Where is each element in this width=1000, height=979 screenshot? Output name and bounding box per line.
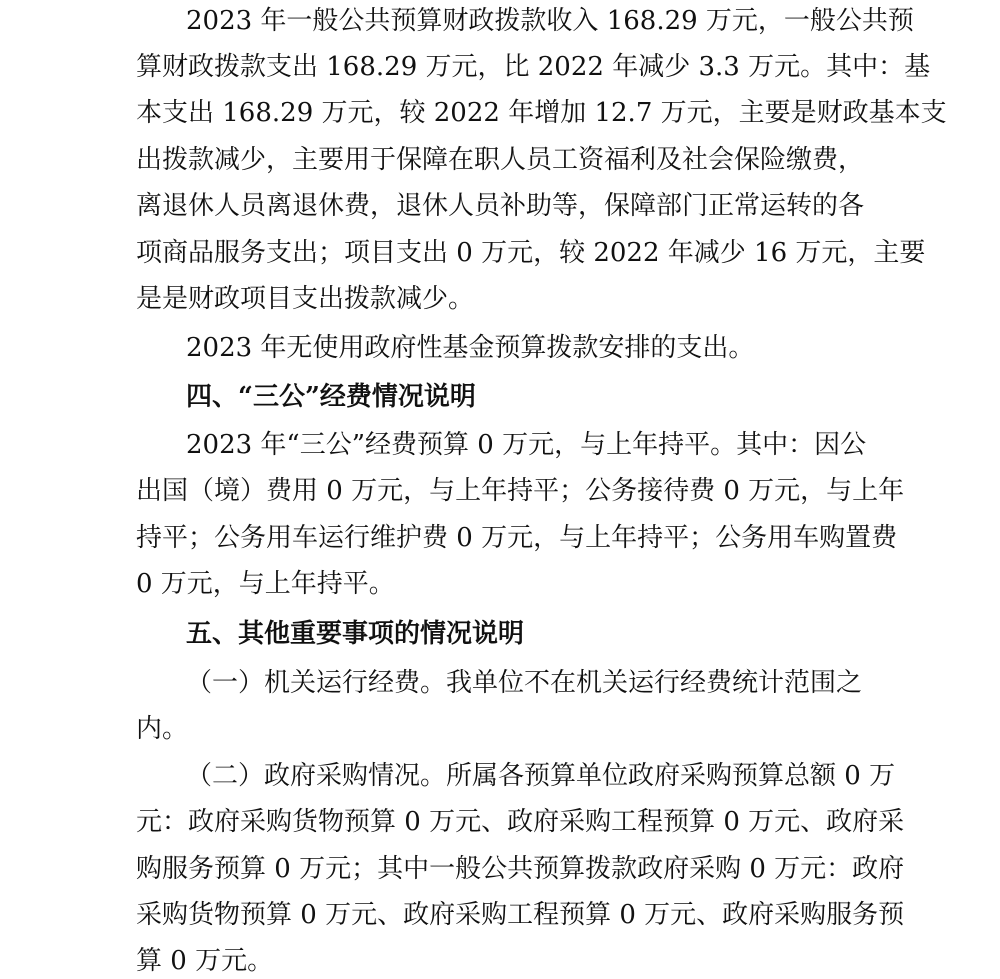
- paragraph-line: 0 万元，与上年持平。: [136, 569, 395, 599]
- paragraph-line: 项商品服务支出；项目支出 0 万元，较 2022 年减少 16 万元，主要: [136, 238, 926, 268]
- section-heading: 四、“三公”经费情况说明: [186, 382, 476, 412]
- paragraph-line: 算财政拨款支出 168.29 万元，比 2022 年减少 3.3 万元。其中：基: [136, 52, 931, 82]
- paragraph-line: 2023 年一般公共预算财政拨款收入 168.29 万元，一般公共预: [186, 6, 914, 36]
- paragraph-line: 离退休人员离退休费，退休人员补助等，保障部门正常运转的各: [136, 191, 865, 221]
- paragraph-line: 出国（境）费用 0 万元，与上年持平；公务接待费 0 万元，与上年: [136, 476, 905, 506]
- paragraph-line: 本支出 168.29 万元，较 2022 年增加 12.7 万元，主要是财政基本支: [136, 98, 947, 128]
- paragraph-line: 购服务预算 0 万元；其中一般公共预算拨款政府采购 0 万元：政府: [136, 854, 905, 884]
- section-heading: 五、其他重要事项的情况说明: [186, 619, 525, 649]
- paragraph-line: 内。: [136, 714, 189, 744]
- paragraph-line: 元：政府采购货物预算 0 万元、政府采购工程预算 0 万元、政府采: [136, 807, 905, 837]
- paragraph-line: 是是财政项目支出拨款减少。: [136, 284, 475, 314]
- paragraph-line: 采购货物预算 0 万元、政府采购工程预算 0 万元、政府采购服务预: [136, 900, 905, 930]
- paragraph-line: 2023 年“三公”经费预算 0 万元，与上年持平。其中：因公: [186, 430, 867, 460]
- paragraph-line: （二）政府采购情况。所属各预算单位政府采购预算总额 0 万: [186, 761, 896, 791]
- paragraph-line: 持平；公务用车运行维护费 0 万元，与上年持平；公务用车购置费: [136, 523, 898, 553]
- paragraph-line: （一）机关运行经费。我单位不在机关运行经费统计范围之: [186, 668, 863, 698]
- paragraph-line: 算 0 万元。: [136, 946, 274, 976]
- paragraph-line: 出拨款减少，主要用于保障在职人员工资福利及社会保险缴费，: [136, 145, 865, 175]
- paragraph-line: 2023 年无使用政府性基金预算拨款安排的支出。: [186, 333, 755, 363]
